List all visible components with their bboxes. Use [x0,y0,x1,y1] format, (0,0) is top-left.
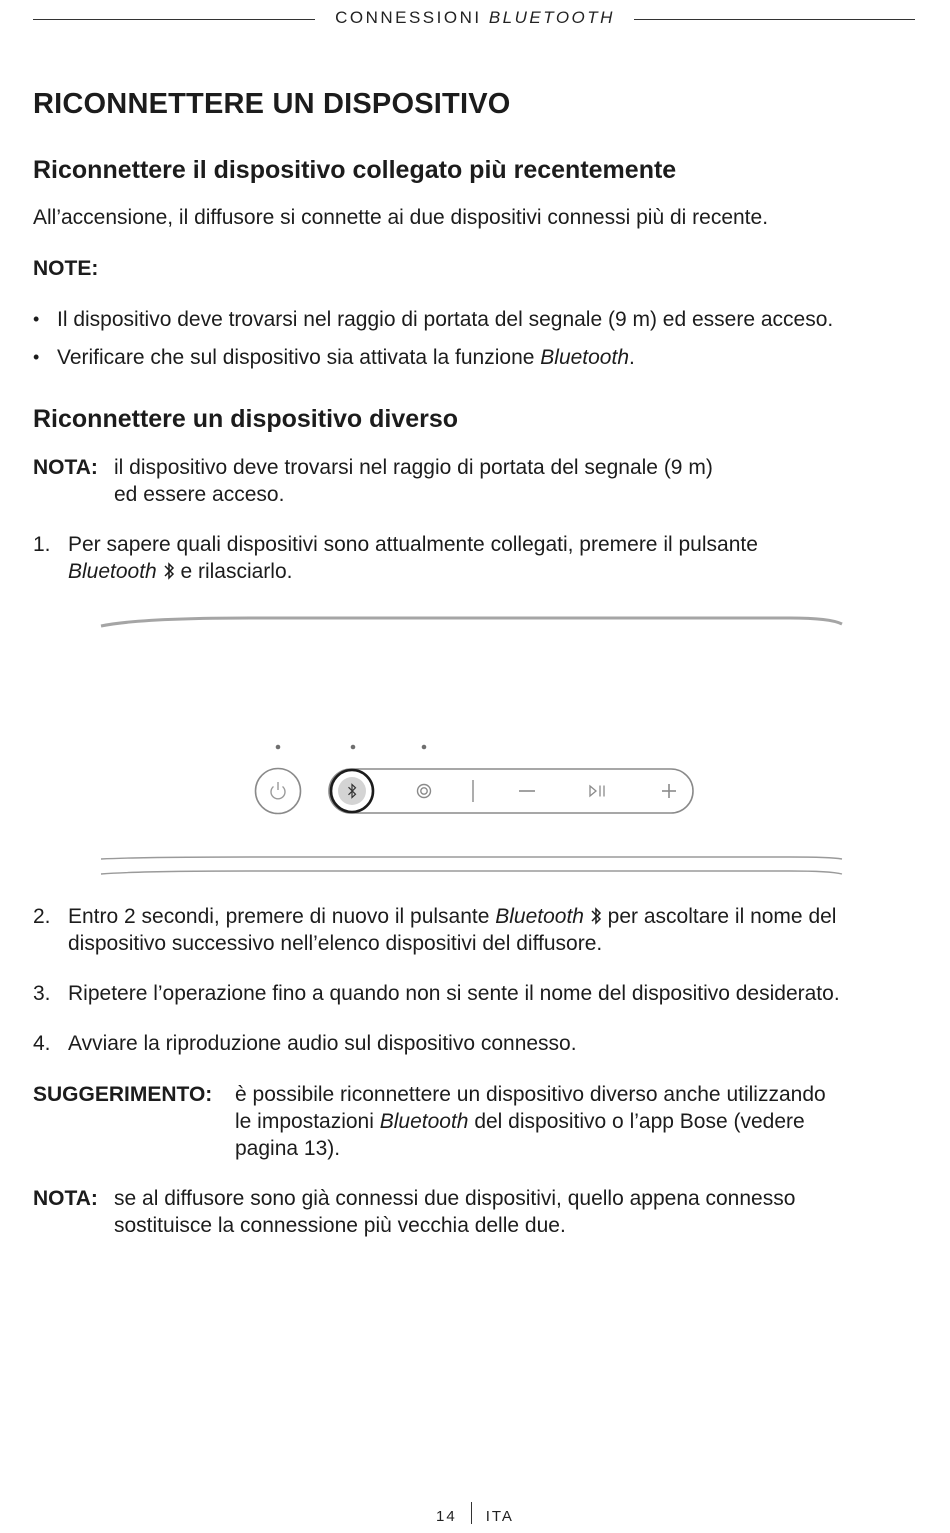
power-button [256,769,301,814]
running-header [0,8,950,28]
step-2-pre: Entro 2 secondi, premere di nuovo il pulsante [68,905,496,928]
tip-line-2-post: del dispositivo o l’app Bose (vedere [468,1110,805,1133]
page-footer [0,1506,950,1528]
step-2-line-2: dispositivo successivo nell’elenco dispositivi del diffusore. [68,932,603,955]
note-text [114,454,713,508]
bullet-1-text: Il dispositivo deve trovarsi nel raggio di portata del segnale (9 m) ed essere acceso. [57,308,834,331]
step-4-number: 4. [33,1032,51,1055]
bluetooth-icon [590,906,602,926]
step-1-line-1: Per sapere quali dispositivi sono attualmente collegati, premere il pulsante [68,533,758,556]
footer-separator [471,1502,472,1524]
bullet-2-pre: Verificare che sul dispositivo sia attivata la funzione [57,346,541,369]
step-1-text [68,531,918,585]
step-1-number: 1. [33,533,51,556]
speaker-top-edge [101,618,842,626]
tip-label: SUGGERIMENTO: [33,1083,213,1106]
led-dot [422,745,427,750]
bullet-2-italic: Bluetooth [540,346,630,369]
step-4-text: Avviare la riproduzione audio sul dispositivo connesso. [68,1032,577,1055]
header-section-italic: BLUETOOTH [488,8,615,27]
step-3-number: 3. [33,982,51,1005]
bullet-2-text [57,344,635,371]
page-title: RICONNETTERE UN DISPOSITIVO [33,88,511,120]
step-2-text [68,903,918,957]
note-label: NOTA: [33,456,98,479]
tip-text [235,1081,826,1162]
tip-line-2-italic: Bluetooth [379,1110,469,1133]
note2-text [114,1185,795,1239]
tip-line-1: è possibile riconnettere un dispositivo diverso anche utilizzando [235,1083,826,1106]
note2-line-2: sostituisce la connessione più vecchia delle due. [114,1214,566,1237]
step-2-post: per ascoltare il nome del [601,905,837,928]
step-3-text: Ripetere l’operazione fino a quando non si sente il nome del dispositivo desiderato. [68,982,840,1005]
led-dot [351,745,356,750]
step-2-italic: Bluetooth [495,905,584,928]
section1-intro: All’accensione, il diffusore si connette ai due dispositivi connessi più di recente. [33,206,769,229]
section2-heading: Riconnettere un dispositivo diverso [33,405,459,433]
tip-line-3: pagina 13). [235,1137,341,1160]
note2-line-1: se al diffusore sono già connessi due dispositivi, quello appena connesso [114,1187,796,1210]
control-strip [329,769,693,813]
step-1-italic: Bluetooth [68,560,157,583]
led-dot [276,745,281,750]
bullet-2-post: . [629,346,635,369]
bullet-dot: • [33,309,40,329]
section1-heading: Riconnettere il dispositivo collegato più recentemente [33,156,677,184]
speaker-illustration [0,600,950,890]
tip-line-2-pre: le impostazioni [235,1110,380,1133]
page-number: 14 [436,1507,457,1525]
bluetooth-icon [163,561,175,581]
step-2-number: 2. [33,905,51,928]
note-line-2: ed essere acceso. [114,483,285,506]
notes-label: NOTE: [33,257,99,280]
step-1-post: e rilasciarlo. [180,560,293,583]
note2-label: NOTA: [33,1187,98,1210]
header-section: CONNESSIONI [335,8,482,27]
note-line-1: il dispositivo deve trovarsi nel raggio di portata del segnale (9 m) [114,456,713,479]
speaker-base-edge [101,871,842,874]
bullet-dot: • [33,347,40,367]
footer-language: ITA [485,1507,514,1525]
speaker-bottom-edge [101,857,842,859]
